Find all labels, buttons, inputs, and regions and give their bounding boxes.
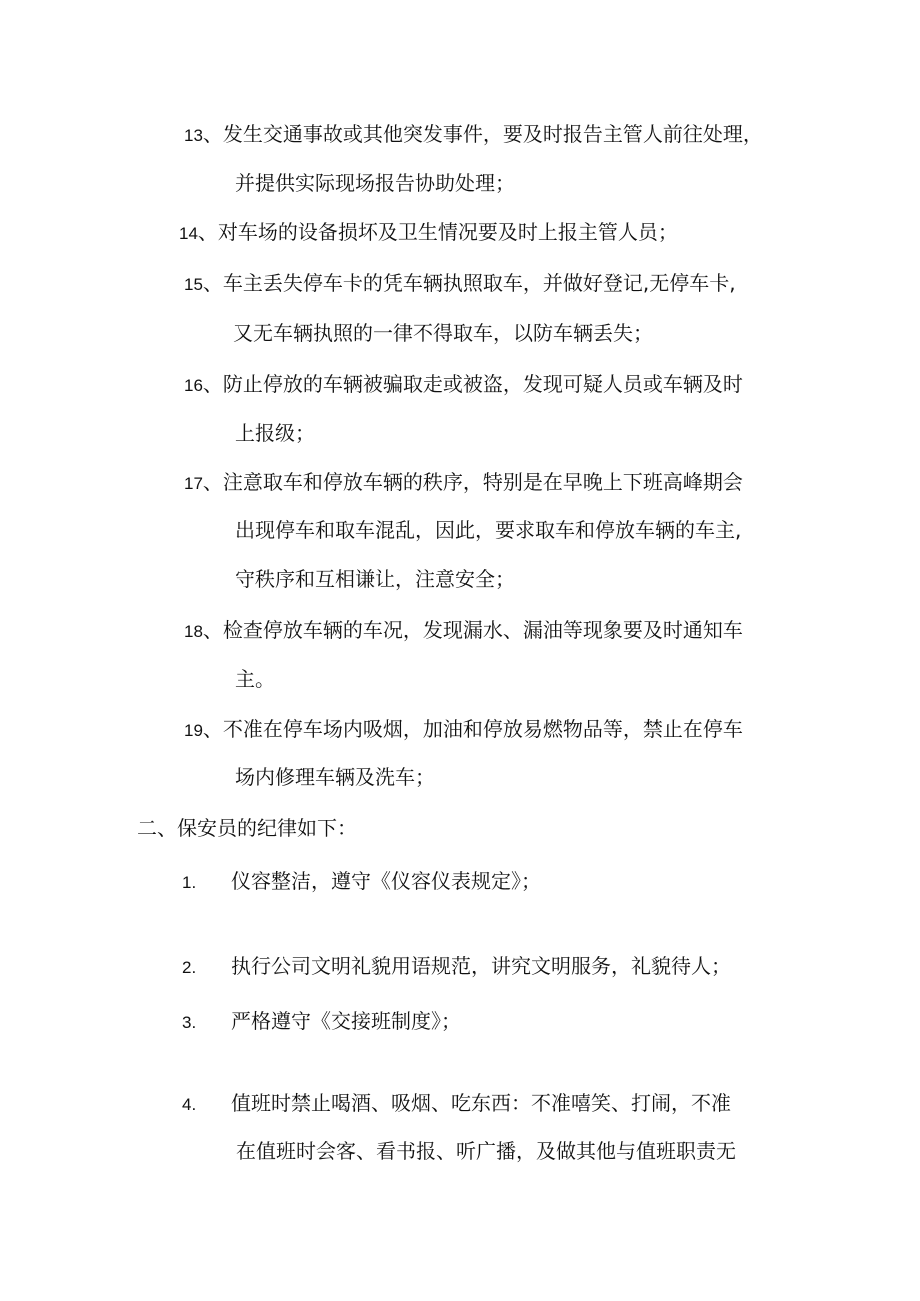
rule-number: 16 — [184, 376, 203, 395]
rule-text: 主。 — [235, 667, 275, 691]
discipline-1-line-1 — [231, 868, 541, 894]
discipline-4-line-2 — [236, 1138, 736, 1164]
discipline-text: 严格遵守《交接班制度》； — [231, 1009, 461, 1033]
rule-text: 出现停车和取车混乱，因此，要求取车和停放车辆的车主, — [235, 518, 742, 542]
rule-14-line-1 — [179, 219, 678, 247]
rule-number: 13 — [184, 126, 203, 145]
rule-text: 、发生交通事故或其他突发事件，要及时报告主管人前往处理， — [202, 122, 763, 146]
rule-17-line-2 — [235, 517, 741, 543]
discipline-1-number — [182, 868, 196, 896]
rule-text: 、车主丢失停车卡的凭车辆执照取车，并做好登记,无停车卡, — [202, 271, 736, 295]
section-heading: 二、保安员的纪律如下： — [137, 816, 357, 840]
rule-text: 、不准在停车场内吸烟，加油和停放易燃物品等，禁止在停车 — [202, 717, 743, 741]
rule-18-line-2 — [235, 666, 275, 692]
discipline-3-number — [182, 1008, 196, 1036]
rule-15-line-1 — [184, 270, 736, 298]
rule-number: 17 — [184, 474, 203, 493]
rule-text: 、检查停放车辆的车况，发现漏水、漏油等现象要及时通知车 — [202, 618, 743, 642]
rule-19-line-1 — [184, 716, 743, 744]
rule-15-line-2 — [233, 320, 653, 346]
rule-19-line-2 — [235, 764, 435, 790]
rule-16-line-1 — [184, 371, 743, 399]
rule-text: 又无车辆执照的一律不得取车，以防车辆丢失； — [233, 321, 653, 345]
discipline-3-line-1 — [231, 1008, 461, 1034]
rule-number: 19 — [184, 721, 203, 740]
discipline-2-number — [182, 953, 196, 981]
discipline-text: 值班时禁止喝酒、吸烟、吃东西：不准嘻笑、打闹，不准 — [231, 1091, 731, 1115]
rule-18-line-1 — [184, 617, 743, 645]
rule-13-line-2 — [235, 170, 515, 196]
discipline-text: 执行公司文明礼貌用语规范，讲究文明服务，礼貌待人； — [231, 954, 731, 978]
rule-text: 、对车场的设备损坏及卫生情况要及时上报主管人员； — [197, 220, 678, 244]
rule-text: 守秩序和互相谦让，注意安全； — [235, 567, 515, 591]
discipline-number: 1. — [182, 873, 197, 892]
discipline-text: 仪容整洁，遵守《仪容仪表规定》； — [231, 869, 541, 893]
rule-text: 、防止停放的车辆被骗取走或被盗，发现可疑人员或车辆及时 — [202, 372, 743, 396]
rule-17-line-1 — [184, 469, 743, 497]
rule-13-line-1 — [184, 121, 763, 149]
rule-number: 18 — [184, 622, 203, 641]
discipline-number: 2. — [182, 958, 197, 977]
rule-16-line-2 — [235, 420, 315, 446]
discipline-2-line-1 — [231, 953, 731, 979]
discipline-4-number — [182, 1090, 196, 1118]
rule-text: 上报级； — [235, 421, 315, 445]
rule-text: 场内修理车辆及洗车； — [235, 765, 435, 789]
discipline-number: 3. — [182, 1013, 197, 1032]
rule-number: 15 — [184, 275, 203, 294]
rule-17-line-3 — [235, 566, 515, 592]
rule-text: 并提供实际现场报告协助处理； — [235, 171, 515, 195]
rule-number: 14 — [179, 224, 198, 243]
discipline-4-line-1 — [231, 1090, 731, 1116]
discipline-text: 在值班时会客、看书报、听广播，及做其他与值班职责无 — [236, 1139, 736, 1163]
rule-text: 、注意取车和停放车辆的秩序，特别是在早晚上下班高峰期会 — [202, 470, 743, 494]
discipline-number: 4. — [182, 1095, 197, 1114]
